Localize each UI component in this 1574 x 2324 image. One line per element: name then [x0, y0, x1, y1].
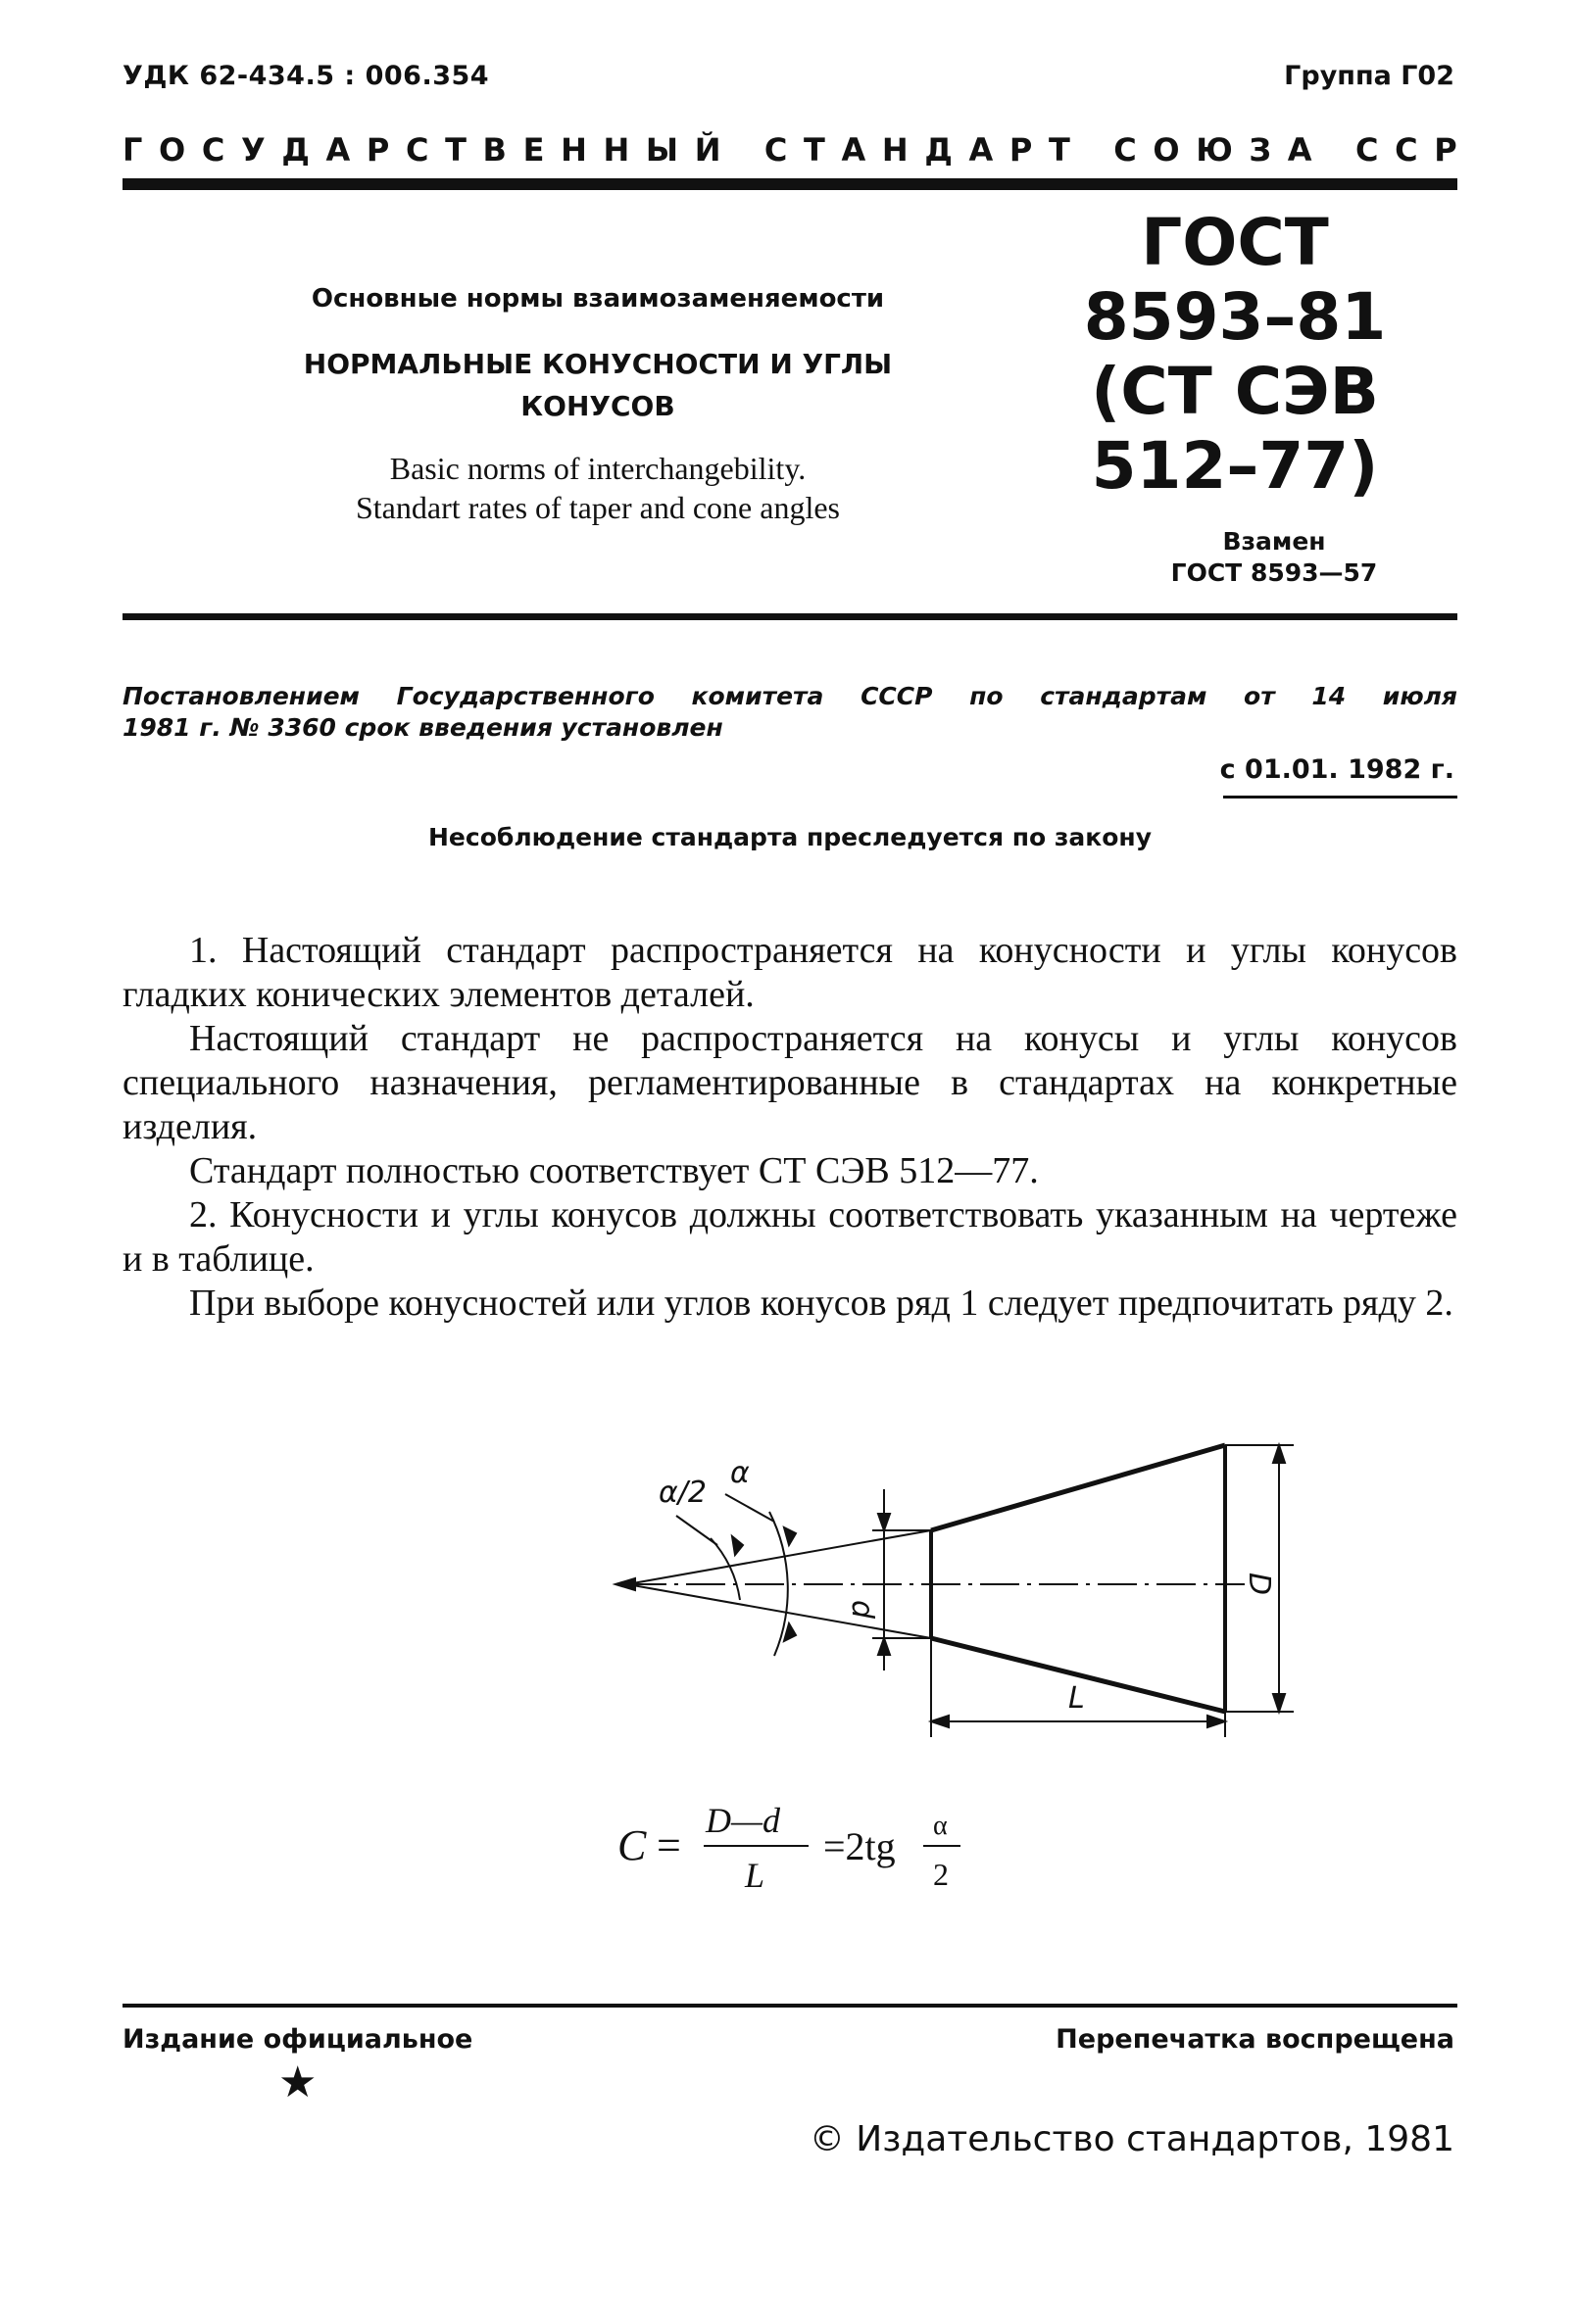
banner-letter: Т	[804, 131, 825, 169]
english-line-1: Basic norms of interchangebility.	[389, 451, 807, 486]
half-angle-label: α/2	[659, 1476, 707, 1510]
formula-equals: =	[657, 1821, 681, 1869]
date-underline	[1223, 796, 1457, 799]
replaces-note	[1117, 526, 1431, 589]
banner-letter	[737, 131, 748, 170]
formula-rhs: =2tg	[823, 1824, 896, 1868]
document-title	[255, 343, 941, 427]
banner-letter: Т	[445, 131, 467, 169]
taper-formula	[608, 1783, 1019, 1911]
paragraph-1: 1. Настоящий стандарт распространяется на конусности и углы конусов гладких конических элементов деталей.	[123, 930, 1457, 1015]
cone-diagram	[608, 1435, 1313, 1749]
title-rule	[123, 613, 1457, 620]
subtitle: Основные нормы взаимозаменяемости	[311, 284, 885, 314]
banner-letter: С	[1354, 131, 1379, 169]
edition-note: Издание официальное	[123, 2024, 473, 2055]
d-label: d	[845, 1600, 879, 1620]
formula-c: C	[617, 1821, 647, 1869]
english-line-2: Standart rates of taper and cone angles	[355, 490, 840, 525]
paragraph-4: 2. Конусности и углы конусов должны соответствовать указанным на чертеже и в таблице.	[123, 1194, 1457, 1280]
standard-banner	[123, 131, 1457, 170]
banner-letter: Ю	[1196, 131, 1233, 169]
L-label: L	[1068, 1681, 1085, 1716]
replaces-line-1: Взамен	[1222, 527, 1326, 556]
copyright: © Издательство стандартов, 1981	[809, 2119, 1454, 2159]
formula-numerator: D—d	[706, 1801, 781, 1840]
banner-letter: А	[1287, 131, 1312, 169]
banner-letter: В	[482, 131, 507, 169]
title-line-2: КОНУСОВ	[520, 390, 675, 422]
angle-label: α	[730, 1456, 750, 1490]
banner-letter: С	[1113, 131, 1137, 169]
star-icon: ★	[278, 2058, 318, 2107]
paragraph-3: Стандарт полностью соответствует СТ СЭВ 512—77.	[189, 1150, 1039, 1191]
banner-letter: А	[968, 131, 994, 169]
cone-upper-edge	[931, 1445, 1225, 1530]
banner-letter: Р	[1434, 131, 1457, 169]
header-rule	[123, 178, 1457, 190]
paragraph-2: Настоящий стандарт не распространяется на конусы и углы конусов специального назначения, регламентированные в стандартах на конкретные изделия.	[123, 1018, 1457, 1147]
formula-alpha: α	[933, 1811, 948, 1841]
banner-letter	[1086, 131, 1097, 170]
banner-letter	[1328, 131, 1339, 170]
banner-letter: А	[325, 131, 351, 169]
banner-letter: Н	[561, 131, 587, 169]
english-title	[245, 449, 951, 527]
title-line-1: НОРМАЛЬНЫЕ КОНУСНОСТИ И УГЛЫ	[303, 348, 893, 380]
gost-number	[1029, 206, 1441, 504]
replaces-line-2: ГОСТ 8593—57	[1170, 558, 1378, 587]
footer-rule	[123, 2004, 1457, 2008]
formula-two: 2	[933, 1857, 949, 1892]
banner-letter: Е	[522, 131, 545, 169]
law-notice: Несоблюдение стандарта преследуется по закону	[428, 823, 1152, 851]
banner-letter: Т	[1048, 131, 1070, 169]
gost-line-3: (СТ СЭВ	[1091, 354, 1379, 429]
banner-letter: С	[201, 131, 225, 169]
D-label: D	[1242, 1573, 1276, 1596]
apex-arrow	[615, 1578, 635, 1590]
banner-letter: Д	[924, 131, 953, 169]
udk-code: УДК 62-434.5 : 006.354	[123, 61, 490, 91]
banner-letter: Р	[366, 131, 390, 169]
banner-letter: Д	[281, 131, 310, 169]
banner-letter: О	[1153, 131, 1180, 169]
formula-denominator: L	[745, 1856, 765, 1895]
effective-date: с 01.01. 1982 г.	[1219, 754, 1454, 785]
banner-letter: С	[405, 131, 429, 169]
paragraph-5: При выборе конусностей или углов конусов ряд 1 следует предпочитать ряду 2.	[189, 1283, 1453, 1324]
body-text	[123, 929, 1457, 1326]
decree-line-1: Постановлением Государственного комитета СССР по стандартам от 14 июля	[123, 682, 1457, 710]
banner-letter: Ы	[645, 131, 679, 169]
reprint-note: Перепечатка воспрещена	[1056, 2024, 1454, 2055]
gost-line-1: ГОСТ	[1141, 205, 1329, 280]
banner-letter: Н	[881, 131, 909, 169]
banner-letter: А	[841, 131, 866, 169]
banner-letter: Р	[1008, 131, 1033, 169]
banner-letter: С	[1395, 131, 1418, 169]
banner-letter: Н	[603, 131, 630, 169]
banner-letter: З	[1249, 131, 1272, 169]
decree-line-2: 1981 г. № 3360 срок введения установлен	[123, 713, 723, 742]
gost-line-2: 8593–81	[1083, 279, 1387, 355]
cone-lower-extension	[627, 1584, 931, 1638]
gost-line-4: 512–77)	[1091, 428, 1379, 504]
banner-letter: Й	[694, 131, 721, 169]
banner-letter: С	[763, 131, 788, 169]
banner-letter: О	[159, 131, 186, 169]
banner-letter: Г	[123, 131, 143, 169]
group-code: Группа Г02	[1284, 61, 1454, 91]
banner-letter: У	[241, 131, 266, 169]
